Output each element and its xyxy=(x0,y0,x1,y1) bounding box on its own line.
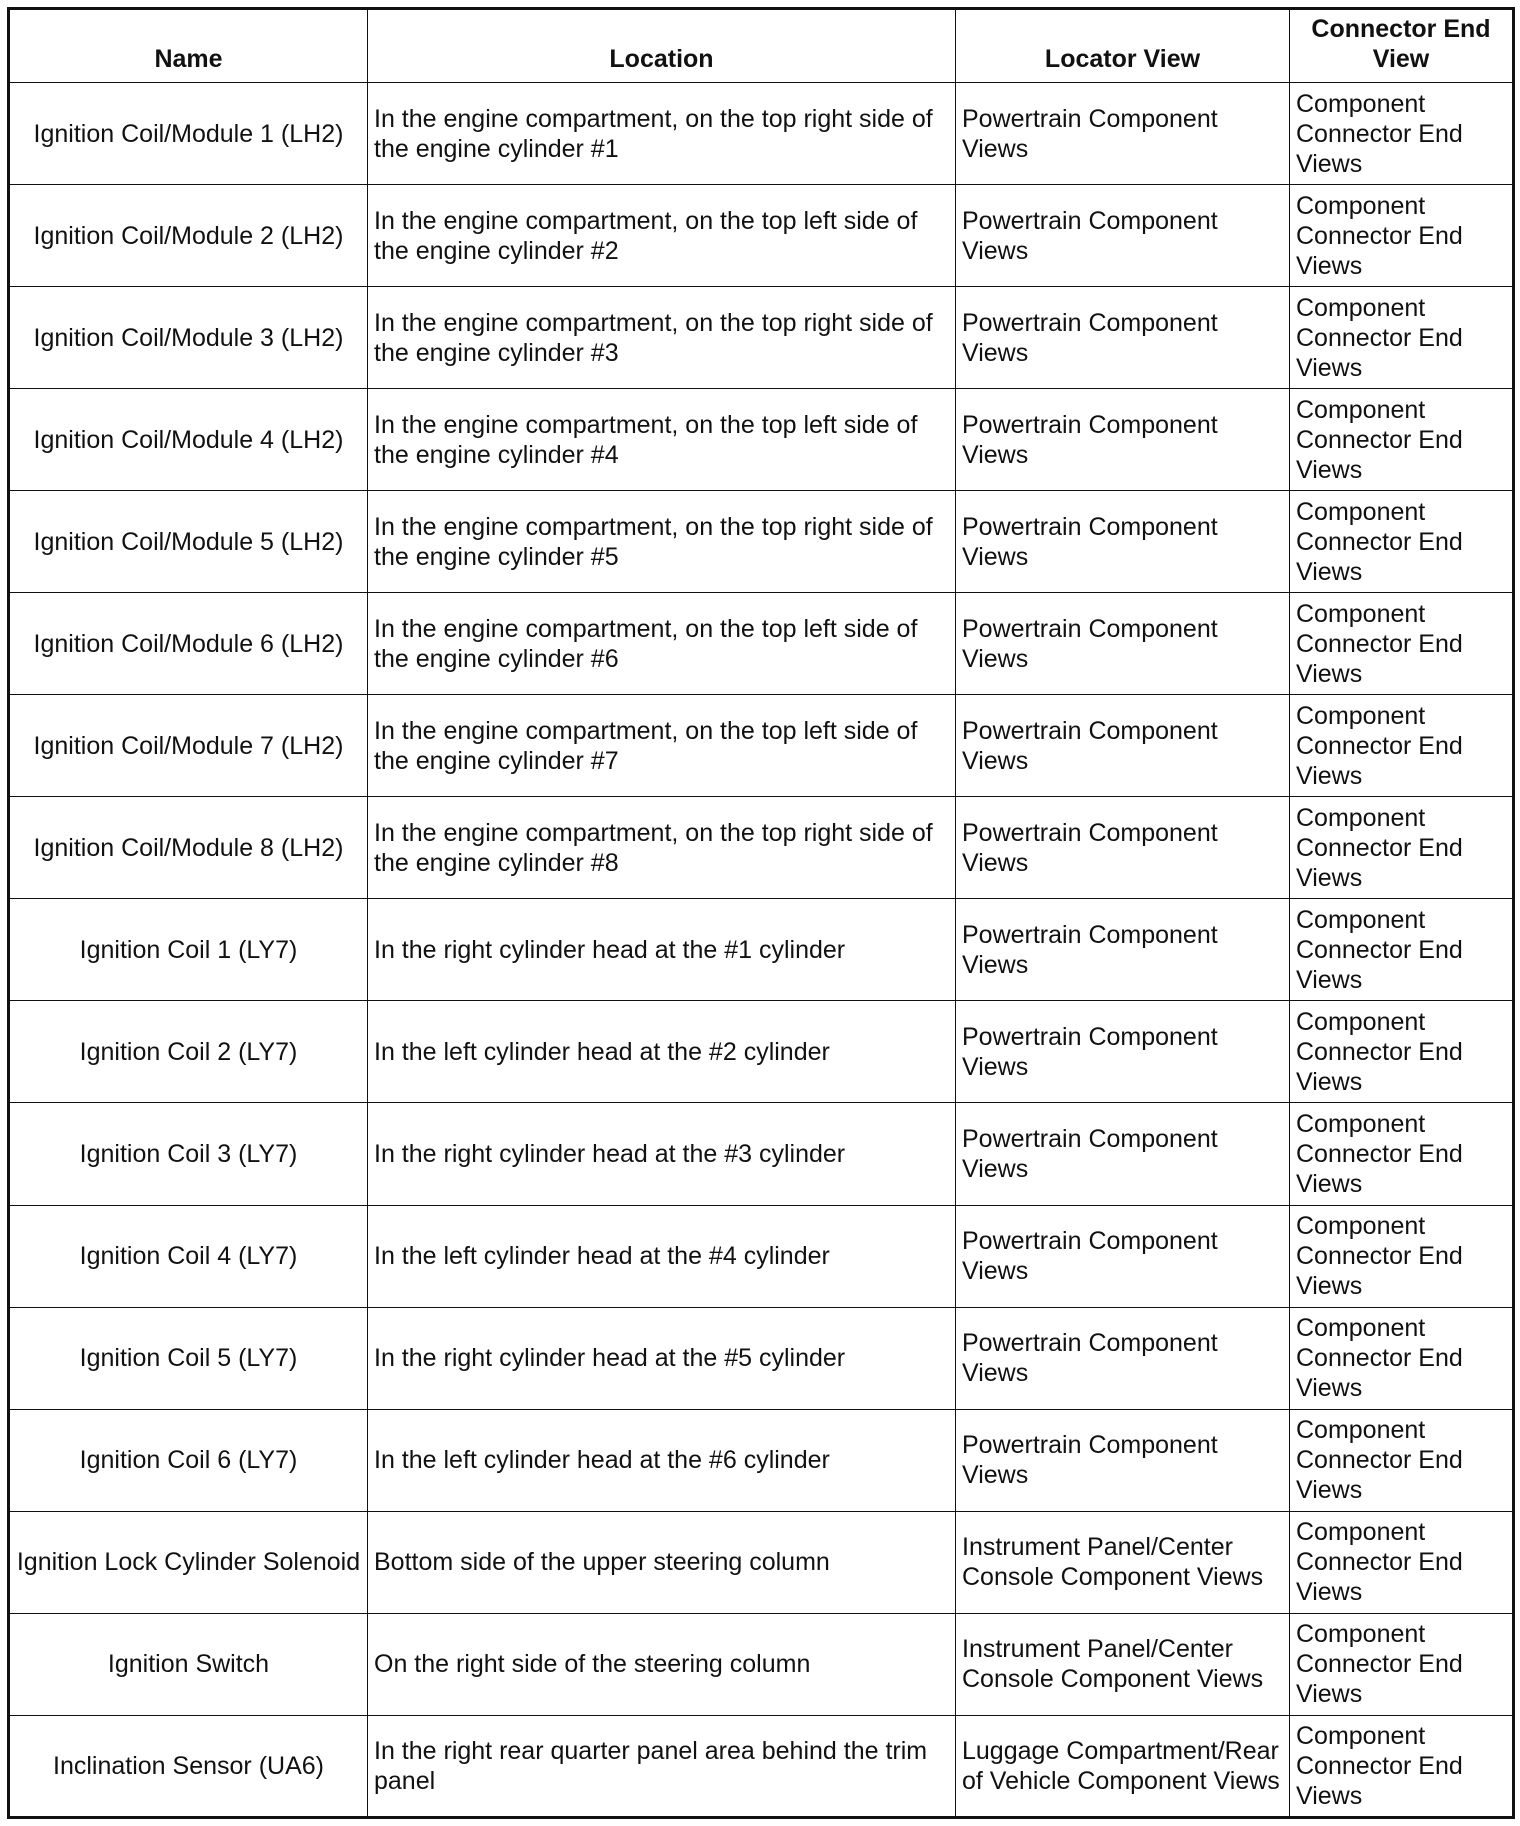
cell-location: In the engine compartment, on the top right side of the engine cylinder #3 xyxy=(368,287,956,389)
cell-name: Ignition Coil 6 (LY7) xyxy=(9,1409,368,1511)
cell-locator-view[interactable]: Instrument Panel/Center Console Component Views xyxy=(956,1511,1290,1613)
cell-name: Ignition Coil/Module 5 (LH2) xyxy=(9,491,368,593)
cell-connector-end-view[interactable]: Component Connector End Views xyxy=(1290,491,1514,593)
cell-connector-end-view[interactable]: Component Connector End Views xyxy=(1290,593,1514,695)
header-locator-view: Locator View xyxy=(956,9,1290,83)
cell-location: In the right rear quarter panel area behind the trim panel xyxy=(368,1715,956,1817)
cell-connector-end-view[interactable]: Component Connector End Views xyxy=(1290,1001,1514,1103)
cell-name: Ignition Coil 5 (LY7) xyxy=(9,1307,368,1409)
cell-name: Ignition Coil 2 (LY7) xyxy=(9,1001,368,1103)
cell-locator-view[interactable]: Luggage Compartment/Rear of Vehicle Component Views xyxy=(956,1715,1290,1817)
cell-location: In the engine compartment, on the top left side of the engine cylinder #7 xyxy=(368,695,956,797)
cell-name: Ignition Coil 4 (LY7) xyxy=(9,1205,368,1307)
cell-location: On the right side of the steering column xyxy=(368,1613,956,1715)
cell-locator-view[interactable]: Powertrain Component Views xyxy=(956,1205,1290,1307)
cell-name: Ignition Switch xyxy=(9,1613,368,1715)
cell-connector-end-view[interactable]: Component Connector End Views xyxy=(1290,1205,1514,1307)
table-row xyxy=(9,1205,1514,1307)
cell-locator-view[interactable]: Powertrain Component Views xyxy=(956,83,1290,185)
header-name: Name xyxy=(9,9,368,83)
cell-locator-view[interactable]: Powertrain Component Views xyxy=(956,899,1290,1001)
cell-connector-end-view[interactable]: Component Connector End Views xyxy=(1290,1103,1514,1205)
cell-connector-end-view[interactable]: Component Connector End Views xyxy=(1290,1307,1514,1409)
cell-location: In the engine compartment, on the top left side of the engine cylinder #2 xyxy=(368,185,956,287)
cell-location: In the engine compartment, on the top right side of the engine cylinder #1 xyxy=(368,83,956,185)
cell-location: In the left cylinder head at the #6 cylinder xyxy=(368,1409,956,1511)
table-row xyxy=(9,1613,1514,1715)
table-row xyxy=(9,1001,1514,1103)
table-row xyxy=(9,1715,1514,1817)
cell-name: Ignition Coil/Module 8 (LH2) xyxy=(9,797,368,899)
cell-name: Ignition Coil 1 (LY7) xyxy=(9,899,368,1001)
cell-connector-end-view[interactable]: Component Connector End Views xyxy=(1290,287,1514,389)
cell-connector-end-view[interactable]: Component Connector End Views xyxy=(1290,1511,1514,1613)
cell-locator-view[interactable]: Powertrain Component Views xyxy=(956,1409,1290,1511)
cell-name: Ignition Coil/Module 1 (LH2) xyxy=(9,83,368,185)
cell-locator-view[interactable]: Instrument Panel/Center Console Component Views xyxy=(956,1613,1290,1715)
cell-locator-view[interactable]: Powertrain Component Views xyxy=(956,185,1290,287)
cell-locator-view[interactable]: Powertrain Component Views xyxy=(956,797,1290,899)
table-row xyxy=(9,1307,1514,1409)
cell-connector-end-view[interactable]: Component Connector End Views xyxy=(1290,899,1514,1001)
cell-name: Ignition Coil/Module 3 (LH2) xyxy=(9,287,368,389)
table-row xyxy=(9,797,1514,899)
cell-locator-view[interactable]: Powertrain Component Views xyxy=(956,593,1290,695)
table-row xyxy=(9,1409,1514,1511)
table-row xyxy=(9,491,1514,593)
cell-locator-view[interactable]: Powertrain Component Views xyxy=(956,287,1290,389)
cell-name: Ignition Coil/Module 6 (LH2) xyxy=(9,593,368,695)
cell-connector-end-view[interactable]: Component Connector End Views xyxy=(1290,185,1514,287)
cell-name: Ignition Coil/Module 7 (LH2) xyxy=(9,695,368,797)
cell-locator-view[interactable]: Powertrain Component Views xyxy=(956,1307,1290,1409)
cell-name: Inclination Sensor (UA6) xyxy=(9,1715,368,1817)
cell-connector-end-view[interactable]: Component Connector End Views xyxy=(1290,83,1514,185)
table-row xyxy=(9,695,1514,797)
table-row xyxy=(9,287,1514,389)
cell-location: In the engine compartment, on the top right side of the engine cylinder #5 xyxy=(368,491,956,593)
cell-location: In the engine compartment, on the top right side of the engine cylinder #8 xyxy=(368,797,956,899)
table-row xyxy=(9,185,1514,287)
cell-name: Ignition Lock Cylinder Solenoid xyxy=(9,1511,368,1613)
cell-locator-view[interactable]: Powertrain Component Views xyxy=(956,1001,1290,1103)
cell-connector-end-view[interactable]: Component Connector End Views xyxy=(1290,1715,1514,1817)
cell-location: In the left cylinder head at the #4 cylinder xyxy=(368,1205,956,1307)
table-row xyxy=(9,1511,1514,1613)
cell-location: In the engine compartment, on the top left side of the engine cylinder #6 xyxy=(368,593,956,695)
cell-name: Ignition Coil/Module 2 (LH2) xyxy=(9,185,368,287)
cell-connector-end-view[interactable]: Component Connector End Views xyxy=(1290,695,1514,797)
cell-location: In the right cylinder head at the #5 cylinder xyxy=(368,1307,956,1409)
table-row xyxy=(9,593,1514,695)
table-row xyxy=(9,83,1514,185)
cell-connector-end-view[interactable]: Component Connector End Views xyxy=(1290,1409,1514,1511)
component-locator-table xyxy=(7,7,1515,1819)
cell-connector-end-view[interactable]: Component Connector End Views xyxy=(1290,1613,1514,1715)
cell-connector-end-view[interactable]: Component Connector End Views xyxy=(1290,797,1514,899)
cell-location: In the right cylinder head at the #3 cylinder xyxy=(368,1103,956,1205)
component-locator-sheet xyxy=(7,7,1512,1819)
cell-name: Ignition Coil/Module 4 (LH2) xyxy=(9,389,368,491)
cell-location: In the right cylinder head at the #1 cylinder xyxy=(368,899,956,1001)
header-connector-end-view: Connector End View xyxy=(1290,9,1514,83)
cell-location: Bottom side of the upper steering column xyxy=(368,1511,956,1613)
cell-locator-view[interactable]: Powertrain Component Views xyxy=(956,389,1290,491)
cell-locator-view[interactable]: Powertrain Component Views xyxy=(956,695,1290,797)
header-row xyxy=(9,9,1514,83)
cell-locator-view[interactable]: Powertrain Component Views xyxy=(956,491,1290,593)
header-location: Location xyxy=(368,9,956,83)
cell-location: In the engine compartment, on the top left side of the engine cylinder #4 xyxy=(368,389,956,491)
table-row xyxy=(9,1103,1514,1205)
table-row xyxy=(9,389,1514,491)
cell-connector-end-view[interactable]: Component Connector End Views xyxy=(1290,389,1514,491)
cell-locator-view[interactable]: Powertrain Component Views xyxy=(956,1103,1290,1205)
table-row xyxy=(9,899,1514,1001)
cell-name: Ignition Coil 3 (LY7) xyxy=(9,1103,368,1205)
cell-location: In the left cylinder head at the #2 cylinder xyxy=(368,1001,956,1103)
